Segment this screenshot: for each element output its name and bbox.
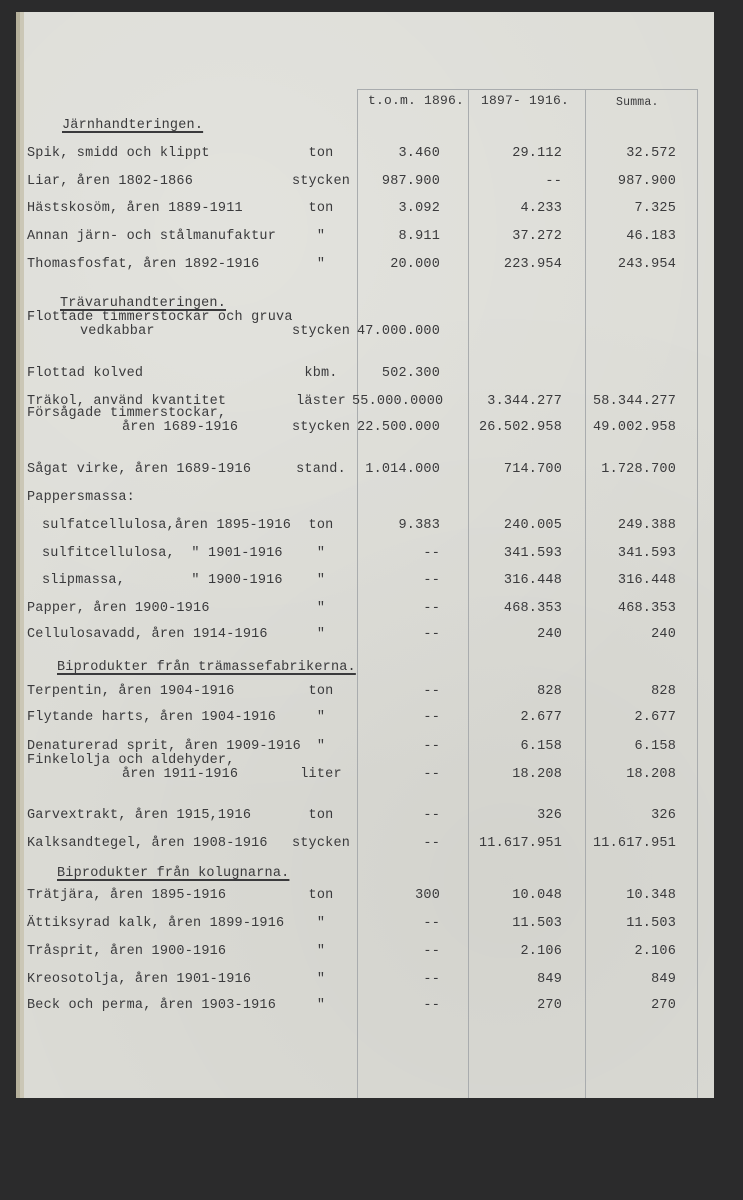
section-heading: Trävaruhandteringen. (60, 296, 227, 311)
row-label: sulfatcellulosa,åren 1895-1916 (42, 518, 292, 533)
row-unit: ton (308, 146, 334, 161)
cell-summa: 468.353 (617, 601, 676, 616)
cell-to-1896: -- (423, 684, 440, 699)
cell-summa: 270 (651, 998, 676, 1013)
cell-1897-1916: 223.954 (503, 257, 562, 272)
row-label: Spik, smidd och klippt (27, 146, 210, 161)
row-label: Finkelolja och aldehyder, (27, 753, 235, 768)
row-unit: ton (308, 518, 334, 533)
row-unit: " (316, 546, 326, 561)
cell-1897-1916: 6.158 (520, 739, 562, 754)
row-label: Flottad kolved (27, 366, 144, 381)
row-label: Sågat virke, åren 1689-1916 (27, 462, 252, 477)
row-label: Försågade timmerstockar, (27, 406, 227, 421)
cell-to-1896: 1.014.000 (365, 462, 440, 477)
row-label-continued: åren 1911-1916 (122, 767, 239, 782)
row-label: Ättiksyrad kalk, åren 1899-1916 (27, 916, 285, 931)
cell-1897-1916: 849 (537, 972, 562, 987)
column-rule-2 (468, 89, 469, 1098)
cell-1897-1916: 18.208 (512, 767, 562, 782)
row-label: Cellulosavadd, åren 1914-1916 (27, 627, 268, 642)
cell-1897-1916: 11.617.951 (478, 836, 562, 851)
section-heading: Biprodukter från kolugnarna. (57, 866, 290, 881)
row-unit: " (316, 972, 326, 987)
cell-summa: 11.617.951 (592, 836, 676, 851)
cell-to-1896: -- (423, 710, 440, 725)
cell-summa: 249.388 (617, 518, 676, 533)
cell-summa: 10.348 (626, 888, 676, 903)
cell-summa: 7.325 (634, 201, 676, 216)
cell-summa: 243.954 (617, 257, 676, 272)
row-unit: " (316, 627, 326, 642)
row-unit: " (316, 739, 326, 754)
cell-summa: 326 (651, 808, 676, 823)
cell-to-1896: -- (423, 944, 440, 959)
cell-summa: 1.728.700 (601, 462, 676, 477)
cell-1897-1916: 240 (537, 627, 562, 642)
cell-1897-1916: 10.048 (512, 888, 562, 903)
cell-summa: 46.183 (626, 229, 676, 244)
cell-1897-1916: 2.677 (520, 710, 562, 725)
cell-summa: 32.572 (626, 146, 676, 161)
table-top-rule (358, 89, 698, 90)
cell-to-1896: -- (423, 972, 440, 987)
cell-to-1896: 55.000.0000 (352, 394, 444, 409)
row-unit: " (316, 257, 326, 272)
cell-1897-1916: 316.448 (503, 573, 562, 588)
cell-to-1896: -- (423, 546, 440, 561)
cell-to-1896: -- (423, 836, 440, 851)
cell-summa: 849 (651, 972, 676, 987)
row-label: Thomasfosfat, åren 1892-1916 (27, 257, 260, 272)
cell-to-1896: -- (423, 916, 440, 931)
row-unit: stand. (296, 462, 346, 477)
cell-summa: 11.503 (626, 916, 676, 931)
cell-1897-1916: 468.353 (503, 601, 562, 616)
cell-summa: 341.593 (617, 546, 676, 561)
row-unit: " (316, 998, 326, 1013)
row-label: Terpentin, åren 1904-1916 (27, 684, 235, 699)
row-label: Flytande harts, åren 1904-1916 (27, 710, 277, 725)
row-label: Hästskosöm, åren 1889-1911 (27, 201, 243, 216)
row-label: sulfitcellulosa, " 1901-1916 (42, 546, 283, 561)
column-header-summa: Summa. (616, 96, 659, 109)
cell-to-1896: -- (423, 998, 440, 1013)
cell-to-1896: 8.911 (398, 229, 440, 244)
row-label: Kreosotolja, åren 1901-1916 (27, 972, 252, 987)
row-unit: " (316, 710, 326, 725)
section-heading: Järnhandteringen. (62, 118, 204, 133)
cell-to-1896: -- (423, 767, 440, 782)
cell-1897-1916: 29.112 (512, 146, 562, 161)
row-unit: ton (308, 684, 334, 699)
cell-summa: 987.900 (617, 174, 676, 189)
cell-summa: 18.208 (626, 767, 676, 782)
cell-summa: 828 (651, 684, 676, 699)
row-unit: " (316, 229, 326, 244)
row-unit: stycken (291, 836, 351, 851)
cell-1897-1916: 240.005 (503, 518, 562, 533)
cell-1897-1916: 37.272 (512, 229, 562, 244)
row-label: slipmassa, " 1900-1916 (42, 573, 283, 588)
cell-1897-1916: 3.344.277 (487, 394, 562, 409)
cell-summa: 240 (651, 627, 676, 642)
column-header-to-1896: t.o.m. 1896. (368, 93, 465, 108)
row-label-continued: åren 1689-1916 (122, 420, 239, 435)
row-unit: ton (308, 201, 334, 216)
row-unit: " (316, 601, 326, 616)
cell-1897-1916: 828 (537, 684, 562, 699)
cell-summa: 2.677 (634, 710, 676, 725)
cell-to-1896: 20.000 (390, 257, 440, 272)
cell-summa: 2.106 (634, 944, 676, 959)
row-label: Flottade timmerstockar och gruva (27, 310, 293, 325)
row-label: Beck och perma, åren 1903-1916 (27, 998, 277, 1013)
cell-to-1896: 22.500.000 (356, 420, 440, 435)
row-unit: ton (308, 808, 334, 823)
cell-to-1896: -- (423, 739, 440, 754)
cell-1897-1916: 4.233 (520, 201, 562, 216)
row-label: Papper, åren 1900-1916 (27, 601, 210, 616)
cell-1897-1916: 326 (537, 808, 562, 823)
cell-1897-1916: 11.503 (512, 916, 562, 931)
row-label: Garvextrakt, åren 1915,1916 (27, 808, 252, 823)
cell-to-1896: -- (423, 573, 440, 588)
column-rule-4 (697, 89, 698, 1098)
cell-1897-1916: 341.593 (503, 546, 562, 561)
cell-to-1896: -- (423, 808, 440, 823)
cell-1897-1916: 26.502.958 (478, 420, 562, 435)
cell-1897-1916: 714.700 (503, 462, 562, 477)
row-unit: stycken (291, 324, 351, 339)
cell-to-1896: 3.092 (398, 201, 440, 216)
cell-to-1896: 300 (415, 888, 440, 903)
cell-to-1896: 987.900 (381, 174, 440, 189)
cell-1897-1916: 2.106 (520, 944, 562, 959)
cell-to-1896: -- (423, 601, 440, 616)
cell-to-1896: 9.383 (398, 518, 440, 533)
row-label: Annan järn- och stålmanufaktur (27, 229, 277, 244)
row-unit: " (316, 573, 326, 588)
cell-to-1896: 3.460 (398, 146, 440, 161)
row-unit: stycken (291, 174, 351, 189)
row-unit: liter (300, 767, 342, 782)
cell-to-1896: -- (423, 627, 440, 642)
row-unit: " (316, 944, 326, 959)
cell-summa: 6.158 (634, 739, 676, 754)
section-heading: Biprodukter från trämassefabrikerna. (57, 660, 356, 675)
row-label-continued: vedkabbar (80, 324, 155, 339)
row-unit: ton (308, 888, 334, 903)
row-label: Pappersmassa: (27, 490, 135, 505)
cell-summa: 58.344.277 (592, 394, 676, 409)
cell-1897-1916: 270 (537, 998, 562, 1013)
row-label: Tråsprit, åren 1900-1916 (27, 944, 227, 959)
column-header-1897-1916: 1897- 1916. (481, 93, 570, 108)
row-label: Kalksandtegel, åren 1908-1916 (27, 836, 268, 851)
row-label: Liar, åren 1802-1866 (27, 174, 194, 189)
cell-summa: 316.448 (617, 573, 676, 588)
cell-to-1896: 502.300 (381, 366, 440, 381)
cell-to-1896: 47.000.000 (356, 324, 440, 339)
row-label: Trätjära, åren 1895-1916 (27, 888, 227, 903)
row-label: Denaturerad sprit, åren 1909-1916 (27, 739, 301, 754)
row-label: Träkol, använd kvantitet (27, 394, 227, 409)
cell-1897-1916: -- (545, 174, 562, 189)
row-unit: läster (296, 394, 346, 409)
row-unit: kbm. (304, 366, 338, 381)
row-unit: " (316, 916, 326, 931)
row-unit: stycken (291, 420, 351, 435)
cell-summa: 49.002.958 (592, 420, 676, 435)
